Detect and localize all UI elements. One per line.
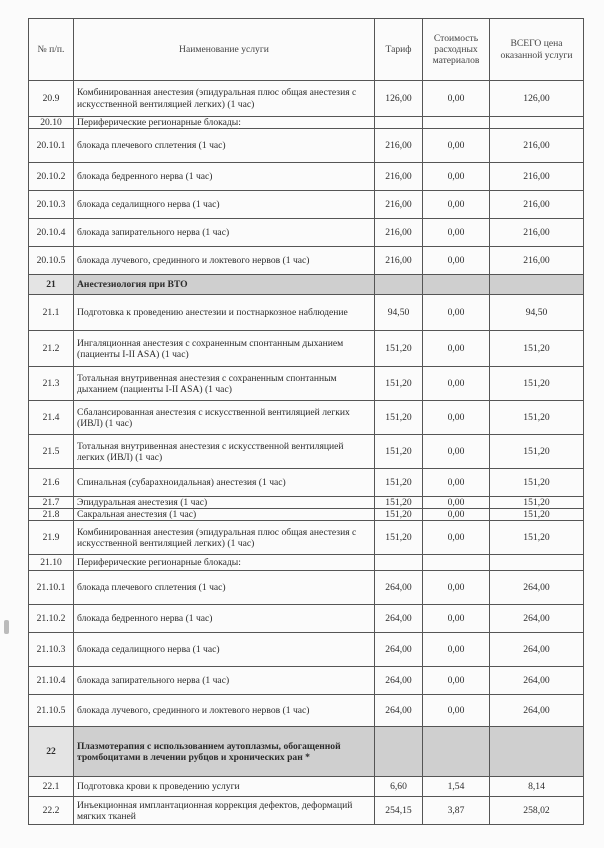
section-row <box>29 727 584 777</box>
total-value: 94,50 <box>490 295 584 331</box>
row-number: 21.10.5 <box>29 695 74 727</box>
tariff-value: 6,60 <box>375 777 423 797</box>
materials-value: 3,87 <box>423 797 490 825</box>
table-row <box>29 367 584 401</box>
total-value: 216,00 <box>490 219 584 247</box>
service-name: блокада плечевого сплетения (1 час) <box>74 571 375 605</box>
total-value: 151,20 <box>490 401 584 435</box>
tariff-value: 264,00 <box>375 667 423 695</box>
service-name: Спинальная (субарахноидальная) анестезия (1 час) <box>74 469 375 497</box>
materials-value: 0,00 <box>423 401 490 435</box>
tariff-value: 94,50 <box>375 295 423 331</box>
materials-value: 1,54 <box>423 777 490 797</box>
service-name: Инъекционная имплантационная коррекция дефектов, деформаций мягких тканей <box>74 797 375 825</box>
table-row <box>29 81 584 117</box>
table-row <box>29 667 584 695</box>
materials-value: 0,00 <box>423 81 490 117</box>
row-number: 20.10.2 <box>29 163 74 191</box>
row-number: 20.10.1 <box>29 129 74 163</box>
price-table-page <box>28 18 584 825</box>
tariff-value: 151,20 <box>375 331 423 367</box>
total-value <box>490 555 584 571</box>
row-number: 21.8 <box>29 509 74 521</box>
table-row <box>29 777 584 797</box>
header-service-name: Наименование услуги <box>74 19 375 81</box>
row-number: 20.9 <box>29 81 74 117</box>
row-number: 20.10 <box>29 117 74 129</box>
service-name: блокада лучевого, срединного и локтевого нервов (1 час) <box>74 247 375 275</box>
total-value: 151,20 <box>490 331 584 367</box>
service-name: Подготовка к проведению анестезии и постнаркозное наблюдение <box>74 295 375 331</box>
service-name: блокада лучевого, срединного и локтевого нервов (1 час) <box>74 695 375 727</box>
materials-value: 0,00 <box>423 521 490 555</box>
tariff-value <box>375 117 423 129</box>
table-row <box>29 555 584 571</box>
tariff-value: 216,00 <box>375 247 423 275</box>
tariff-value: 216,00 <box>375 129 423 163</box>
row-number: 22.2 <box>29 797 74 825</box>
row-number: 21.9 <box>29 521 74 555</box>
service-name: Комбинированная анестезия (эпидуральная плюс общая анестезия с искусственной вентиляцией легких) (1 час) <box>74 81 375 117</box>
table-row <box>29 605 584 633</box>
service-name: Анестезиология при ВТО <box>74 275 375 295</box>
materials-value: 0,00 <box>423 469 490 497</box>
row-number: 21.7 <box>29 497 74 509</box>
row-number: 20.10.4 <box>29 219 74 247</box>
materials-value: 0,00 <box>423 331 490 367</box>
service-name: Тотальная внутривенная анестезия с сохраненным спонтанным дыханием (пациенты I-II ASA) (1 час) <box>74 367 375 401</box>
service-name: Эпидуральная анестезия (1 час) <box>74 497 375 509</box>
tariff-value: 151,20 <box>375 509 423 521</box>
materials-value: 0,00 <box>423 435 490 469</box>
table-row <box>29 521 584 555</box>
total-value: 151,20 <box>490 509 584 521</box>
service-name: блокада бедренного нерва (1 час) <box>74 163 375 191</box>
row-number: 21.10.1 <box>29 571 74 605</box>
tariff-value <box>375 555 423 571</box>
tariff-value: 151,20 <box>375 521 423 555</box>
row-number: 21.3 <box>29 367 74 401</box>
total-value: 264,00 <box>490 605 584 633</box>
service-name: Комбинированная анестезия (эпидуральная плюс общая анестезия с искусственной вентиляцией легких) (1 час) <box>74 521 375 555</box>
table-row <box>29 219 584 247</box>
row-number: 21.10.2 <box>29 605 74 633</box>
service-name: блокада запирательного нерва (1 час) <box>74 667 375 695</box>
total-value: 264,00 <box>490 667 584 695</box>
tariff-value: 126,00 <box>375 81 423 117</box>
table-row <box>29 695 584 727</box>
row-number: 20.10.5 <box>29 247 74 275</box>
tariff-value: 151,20 <box>375 497 423 509</box>
materials-value: 0,00 <box>423 509 490 521</box>
tariff-value: 264,00 <box>375 633 423 667</box>
materials-value: 0,00 <box>423 667 490 695</box>
total-value: 216,00 <box>490 191 584 219</box>
tariff-value: 216,00 <box>375 191 423 219</box>
total-value: 258,02 <box>490 797 584 825</box>
table-row <box>29 129 584 163</box>
service-name: блокада седалищного нерва (1 час) <box>74 191 375 219</box>
service-name: Периферические регионарные блокады: <box>74 555 375 571</box>
table-row <box>29 401 584 435</box>
tariff-value: 151,20 <box>375 469 423 497</box>
table-row <box>29 435 584 469</box>
total-value: 264,00 <box>490 695 584 727</box>
service-name: Тотальная внутривенная анестезия с искусственной вентиляцией легких (ИВЛ) (1 час) <box>74 435 375 469</box>
materials-value: 0,00 <box>423 129 490 163</box>
total-value: 126,00 <box>490 81 584 117</box>
total-value: 264,00 <box>490 633 584 667</box>
table-header-row <box>29 19 584 81</box>
header-num: № п/п. <box>29 19 74 81</box>
price-table <box>28 18 584 825</box>
total-value: 151,20 <box>490 497 584 509</box>
service-name: Сбалансированная анестезия с искусственной вентиляцией легких (ИВЛ) (1 час) <box>74 401 375 435</box>
materials-value: 0,00 <box>423 247 490 275</box>
table-row <box>29 571 584 605</box>
materials-value <box>423 275 490 295</box>
row-number: 21 <box>29 275 74 295</box>
total-value: 216,00 <box>490 247 584 275</box>
table-row <box>29 295 584 331</box>
service-name: Ингаляционная анестезия с сохраненным спонтанным дыханием (пациенты I-II ASA) (1 час) <box>74 331 375 367</box>
row-number: 21.2 <box>29 331 74 367</box>
service-name: блокада бедренного нерва (1 час) <box>74 605 375 633</box>
total-value: 151,20 <box>490 521 584 555</box>
row-number: 21.10.3 <box>29 633 74 667</box>
row-number: 21.10 <box>29 555 74 571</box>
row-number: 22.1 <box>29 777 74 797</box>
table-row <box>29 331 584 367</box>
table-row <box>29 117 584 129</box>
total-value: 151,20 <box>490 469 584 497</box>
total-value: 8,14 <box>490 777 584 797</box>
table-row <box>29 509 584 521</box>
scan-margin-mark <box>4 620 9 634</box>
materials-value: 0,00 <box>423 633 490 667</box>
service-name: блокада седалищного нерва (1 час) <box>74 633 375 667</box>
service-name: блокада плечевого сплетения (1 час) <box>74 129 375 163</box>
service-name: Плазмотерапия с использованием аутоплазмы, обогащенной тромбоцитами в лечении рубцов и хронических ран * <box>74 727 375 777</box>
table-row <box>29 797 584 825</box>
materials-value <box>423 117 490 129</box>
tariff-value <box>375 727 423 777</box>
service-name: блокада запирательного нерва (1 час) <box>74 219 375 247</box>
tariff-value: 264,00 <box>375 571 423 605</box>
materials-value <box>423 555 490 571</box>
tariff-value: 151,20 <box>375 435 423 469</box>
materials-value: 0,00 <box>423 497 490 509</box>
header-total-price: ВСЕГО цена оказанной услуги <box>490 19 584 81</box>
materials-value: 0,00 <box>423 605 490 633</box>
service-name: Периферические регионарные блокады: <box>74 117 375 129</box>
materials-value: 0,00 <box>423 571 490 605</box>
table-row <box>29 163 584 191</box>
service-name: Подготовка крови к проведению услуги <box>74 777 375 797</box>
tariff-value: 216,00 <box>375 219 423 247</box>
materials-value <box>423 727 490 777</box>
row-number: 21.1 <box>29 295 74 331</box>
tariff-value: 216,00 <box>375 163 423 191</box>
total-value: 151,20 <box>490 435 584 469</box>
tariff-value: 151,20 <box>375 367 423 401</box>
tariff-value: 254,15 <box>375 797 423 825</box>
table-row <box>29 191 584 219</box>
table-row <box>29 497 584 509</box>
row-number: 21.6 <box>29 469 74 497</box>
row-number: 21.10.4 <box>29 667 74 695</box>
row-number: 21.5 <box>29 435 74 469</box>
section-row <box>29 275 584 295</box>
row-number: 21.4 <box>29 401 74 435</box>
row-number: 22 <box>29 727 74 777</box>
materials-value: 0,00 <box>423 219 490 247</box>
tariff-value <box>375 275 423 295</box>
tariff-value: 264,00 <box>375 605 423 633</box>
tariff-value: 264,00 <box>375 695 423 727</box>
total-value <box>490 275 584 295</box>
table-row <box>29 247 584 275</box>
materials-value: 0,00 <box>423 695 490 727</box>
materials-value: 0,00 <box>423 295 490 331</box>
tariff-value: 151,20 <box>375 401 423 435</box>
header-materials-cost: Стоимость расходных материалов <box>423 19 490 81</box>
service-name: Сакральная анестезия (1 час) <box>74 509 375 521</box>
materials-value: 0,00 <box>423 367 490 401</box>
row-number: 20.10.3 <box>29 191 74 219</box>
total-value <box>490 727 584 777</box>
table-row <box>29 469 584 497</box>
total-value: 151,20 <box>490 367 584 401</box>
total-value <box>490 117 584 129</box>
materials-value: 0,00 <box>423 191 490 219</box>
table-row <box>29 633 584 667</box>
total-value: 216,00 <box>490 163 584 191</box>
total-value: 264,00 <box>490 571 584 605</box>
materials-value: 0,00 <box>423 163 490 191</box>
total-value: 216,00 <box>490 129 584 163</box>
header-tariff: Тариф <box>375 19 423 81</box>
